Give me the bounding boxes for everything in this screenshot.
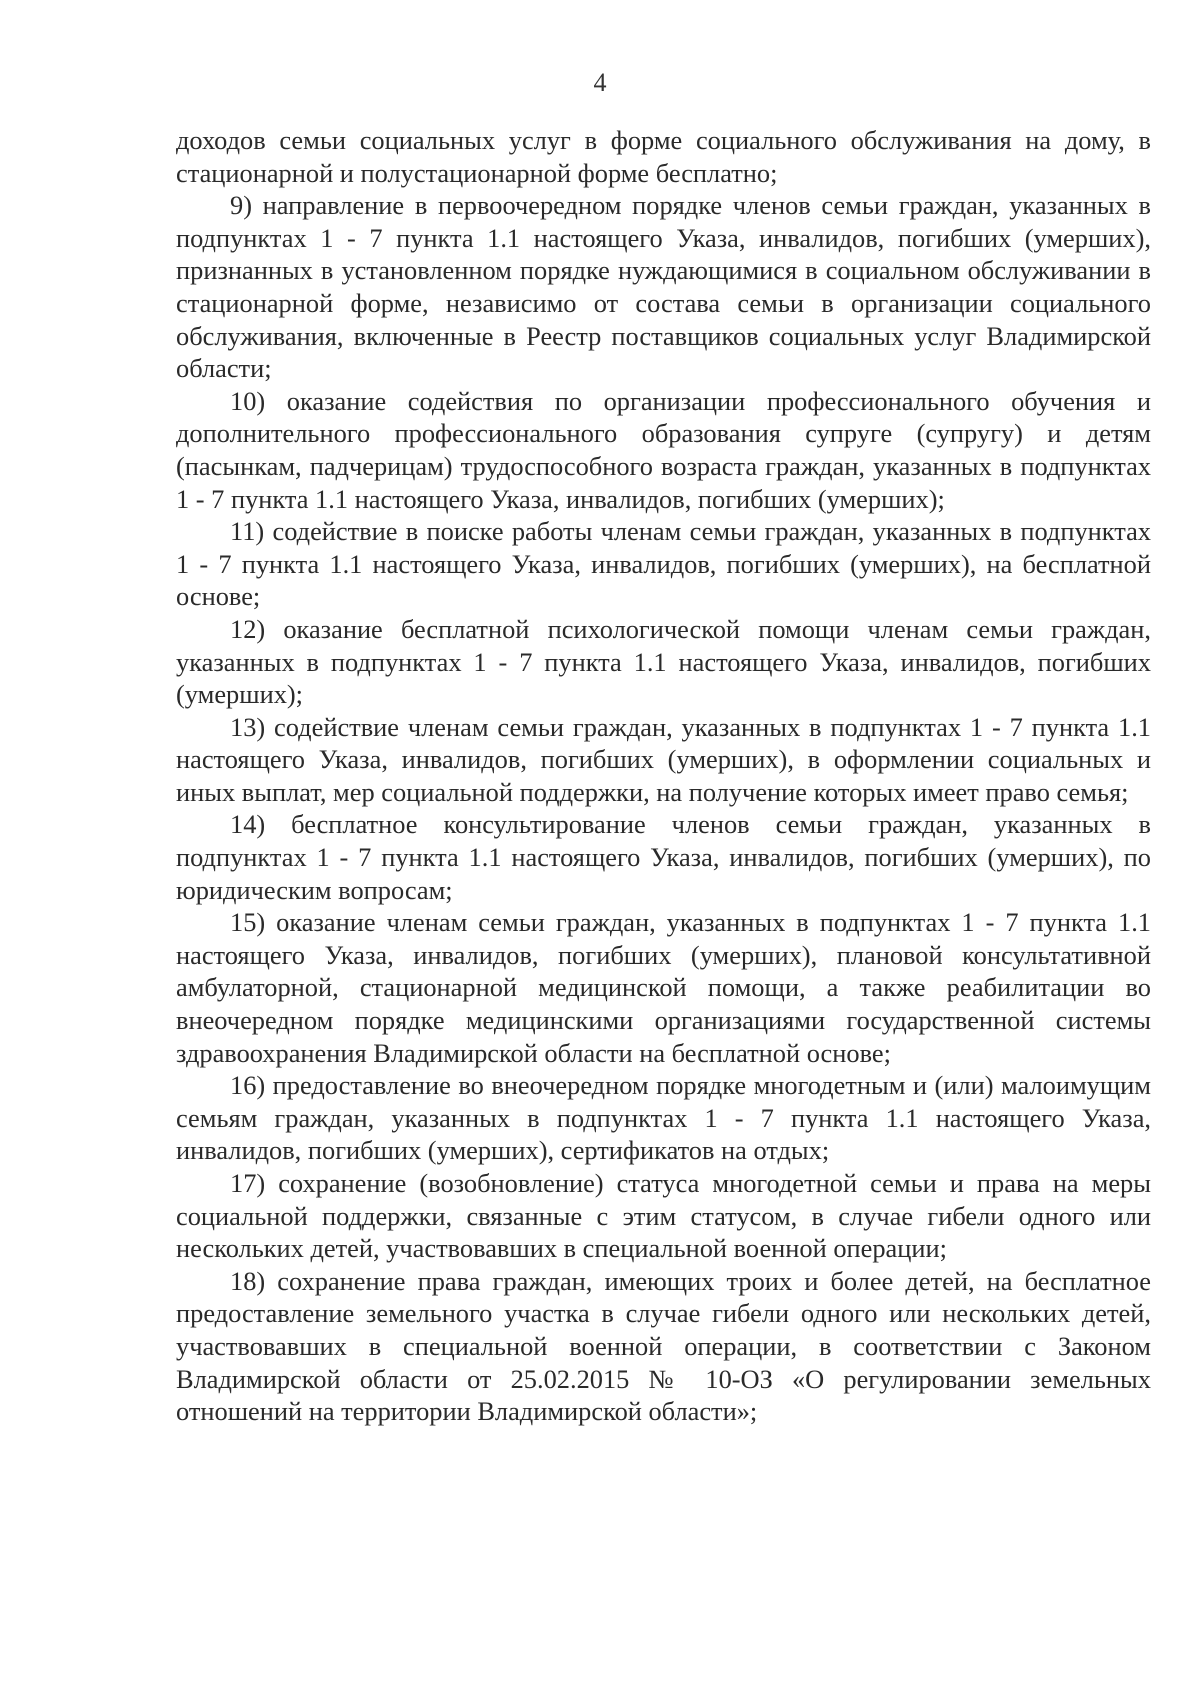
paragraph-item-14: 14) бесплатное консультирование членов семьи граждан, указанных в подпунктах 1 - 7 пункта 1.1 настоящего Указа, инвалидов, погибших (умерших), по юридическим вопросам;	[176, 809, 1151, 905]
paragraph-item-9: 9) направление в первоочередном порядке членов семьи граждан, указанных в подпунктах 1 - 7 пункта 1.1 настоящего Указа, инвалидов, погибших (умерших), признанных в установленном порядке нуждающимися в социальном обслуживании в стационарной форме, независимо от состава семьи в организации социального обслуживания, включенные в Реестр поставщиков социальных услуг Владимирской области;	[176, 190, 1151, 384]
paragraph-continuation: доходов семьи социальных услуг в форме социального обслуживания на дому, в стационарной и полустационарной форме бесплатно;	[176, 125, 1151, 188]
paragraph-item-16: 16) предоставление во внеочередном порядке многодетным и (или) малоимущим семьям граждан, указанных в подпунктах 1 - 7 пункта 1.1 настоящего Указа, инвалидов, погибших (умерших), сертификатов на отдых;	[176, 1070, 1151, 1166]
paragraph-item-13: 13) содействие членам семьи граждан, указанных в подпунктах 1 - 7 пункта 1.1 настоящего Указа, инвалидов, погибших (умерших), в оформлении социальных и иных выплат, мер социальной поддержки, на получение которых имеет право семья;	[176, 711, 1151, 807]
paragraph-item-17: 17) сохранение (возобновление) статуса многодетной семьи и права на меры социальной поддержки, связанные с этим статусом, в случае гибели одного или нескольких детей, участвовавших в специальной военной операции;	[176, 1168, 1151, 1264]
paragraph-item-11: 11) содействие в поиске работы членам семьи граждан, указанных в подпунктах 1 - 7 пункта 1.1 настоящего Указа, инвалидов, погибших (умерших), на бесплатной основе;	[176, 516, 1151, 612]
paragraph-item-18: 18) сохранение права граждан, имеющих троих и более детей, на бесплатное предоставление земельного участка в случае гибели одного или нескольких детей, участвовавших в специальной военной операции, в соответствии с Законом Владимирской области от 25.02.2015 № 10-ОЗ «О регулировании земельных отношений на территории Владимирской области»;	[176, 1265, 1151, 1427]
paragraph-item-15: 15) оказание членам семьи граждан, указанных в подпунктах 1 - 7 пункта 1.1 настоящего Указа, инвалидов, погибших (умерших), плановой консультативной амбулаторной, стационарной медицинской помощи, а также реабилитации во внеочередном порядке медицинскими организациями государственной системы здравоохранения Владимирской области на бесплатной основе;	[176, 907, 1151, 1068]
page-number: 4	[593, 68, 607, 97]
paragraph-item-10: 10) оказание содействия по организации профессионального обучения и дополнительного профессионального образования супруге (супругу) и детям (пасынкам, падчерицам) трудоспособного возраста граждан, указанных в подпунктах 1 - 7 пункта 1.1 настоящего Указа, инвалидов, погибших (умерших);	[176, 385, 1151, 514]
paragraph-item-12: 12) оказание бесплатной психологической помощи членам семьи граждан, указанных в подпунктах 1 - 7 пункта 1.1 настоящего Указа, инвалидов, погибших (умерших);	[176, 613, 1151, 710]
document-body	[176, 124, 1151, 1428]
